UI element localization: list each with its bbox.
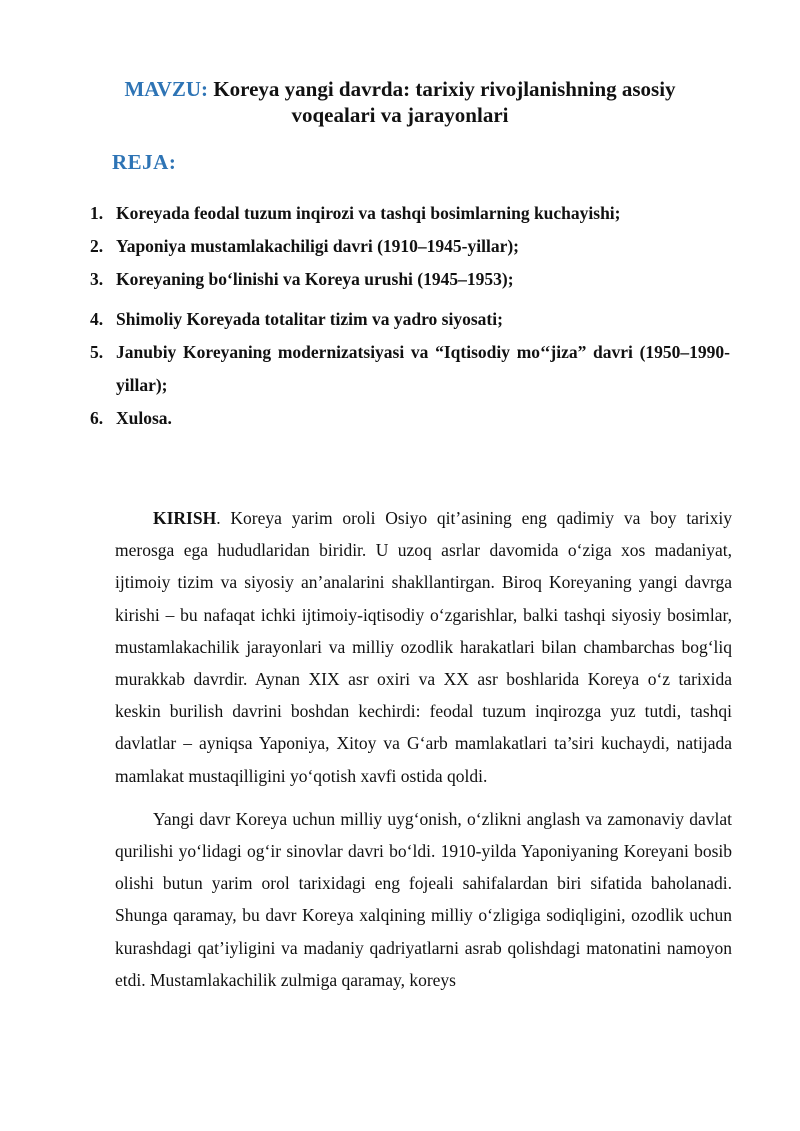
plan-item <box>90 303 730 336</box>
plan-item-text: Yaponiya mustamlakachiligi davri (1910–1945-yillar); <box>116 236 519 256</box>
body-paragraph: Yangi davr Koreya uchun milliy uyg‘onish, o‘zlikni anglash va zamonaviy davlat qurilishi yo‘lidagi og‘ir sinovlar davri bo‘ldi. 1910-yilda Yaponiyaning Koreyani bosib olishi butun yarim orol tarixidagi eng fojeali sahifalardan biri sifatida baholanadi. Shunga qaramay, bu davr Koreya xalqining milliy o‘zligiga sodiqligini, ozodlik uchun kurashdagi qat’iyligini va madaniy qadriyatlarni asrab qolishdagi matonatini namoyon etdi. Mustamlakachilik zulmiga qaramay, koreys <box>115 808 732 990</box>
plan-item-number: 5. <box>90 342 104 362</box>
plan-item <box>90 197 730 230</box>
plan-item-text: Shimoliy Koreyada totalitar tizim va yadro siyosati; <box>116 309 503 329</box>
title-line-2: voqealari va jarayonlari <box>291 103 509 127</box>
plan-item-text: Koreyada feodal tuzum inqirozi va tashqi bosimlarning kuchayishi; <box>116 203 621 223</box>
title-text-1: Koreya yangi davrda: tarixiy rivojlanishning asosiy <box>213 77 676 101</box>
plan-item-number: 2. <box>90 236 104 256</box>
intro-label: KIRISH <box>153 508 217 528</box>
intro-paragraph-text: . Koreya yarim oroli Osiyo qit’asining eng qadimiy va boy tarixiy merosga ega hududlaridan biridir. U uzoq asrlar davomida o‘ziga xos madaniyat, ijtimoiy tizim va siyosiy an’analarini shakllantirgan. Biroq Koreyaning yangi davrga kirishi – bu nafaqat ichki ijtimoiy-iqtisodiy o‘zgarishlar, balki tashqi siyosiy bosimlar, mustamlakachilik jarayonlari va milliy ozodlik harakatlari bilan chambarchas bog‘liq murakkab davrdir. Aynan XIX asr oxiri va XX asr boshlarida Koreya o‘z tarixida keskin burilish davrini boshdan kechirdi: feodal tuzum inqirozga yuz tutdi, tashqi davlatlar – ayniqsa Yaponiya, Xitoy va G‘arb mamlakatlari ta’siri kuchaydi, natijada mamlakat mustaqilligini yo‘qotish xavfi ostida qoldi. <box>115 508 732 786</box>
plan-heading: REJA: <box>112 150 177 174</box>
document-title <box>0 76 800 128</box>
intro-paragraph <box>115 502 732 792</box>
plan-item <box>90 230 730 263</box>
plan-item <box>90 263 730 296</box>
intro-section <box>115 502 732 996</box>
plan-item-number: 1. <box>90 203 104 223</box>
plan-item-number: 3. <box>90 269 104 289</box>
plan-item-number: 4. <box>90 309 104 329</box>
plan-item-number: 6. <box>90 408 104 428</box>
plan-item <box>90 336 730 402</box>
plan-item-text: Koreyaning bo‘linishi va Koreya urushi (1945–1953); <box>116 269 514 289</box>
plan-list <box>90 197 730 435</box>
plan-item <box>90 402 730 435</box>
plan-item-text: Janubiy Koreyaning modernizatsiyasi va “Iqtisodiy mo‘‘jiza” davri (1950–1990-yillar); <box>116 342 730 395</box>
title-prefix: MAVZU: <box>124 77 209 101</box>
plan-item-text: Xulosa. <box>116 408 172 428</box>
title-line-1 <box>0 76 800 102</box>
